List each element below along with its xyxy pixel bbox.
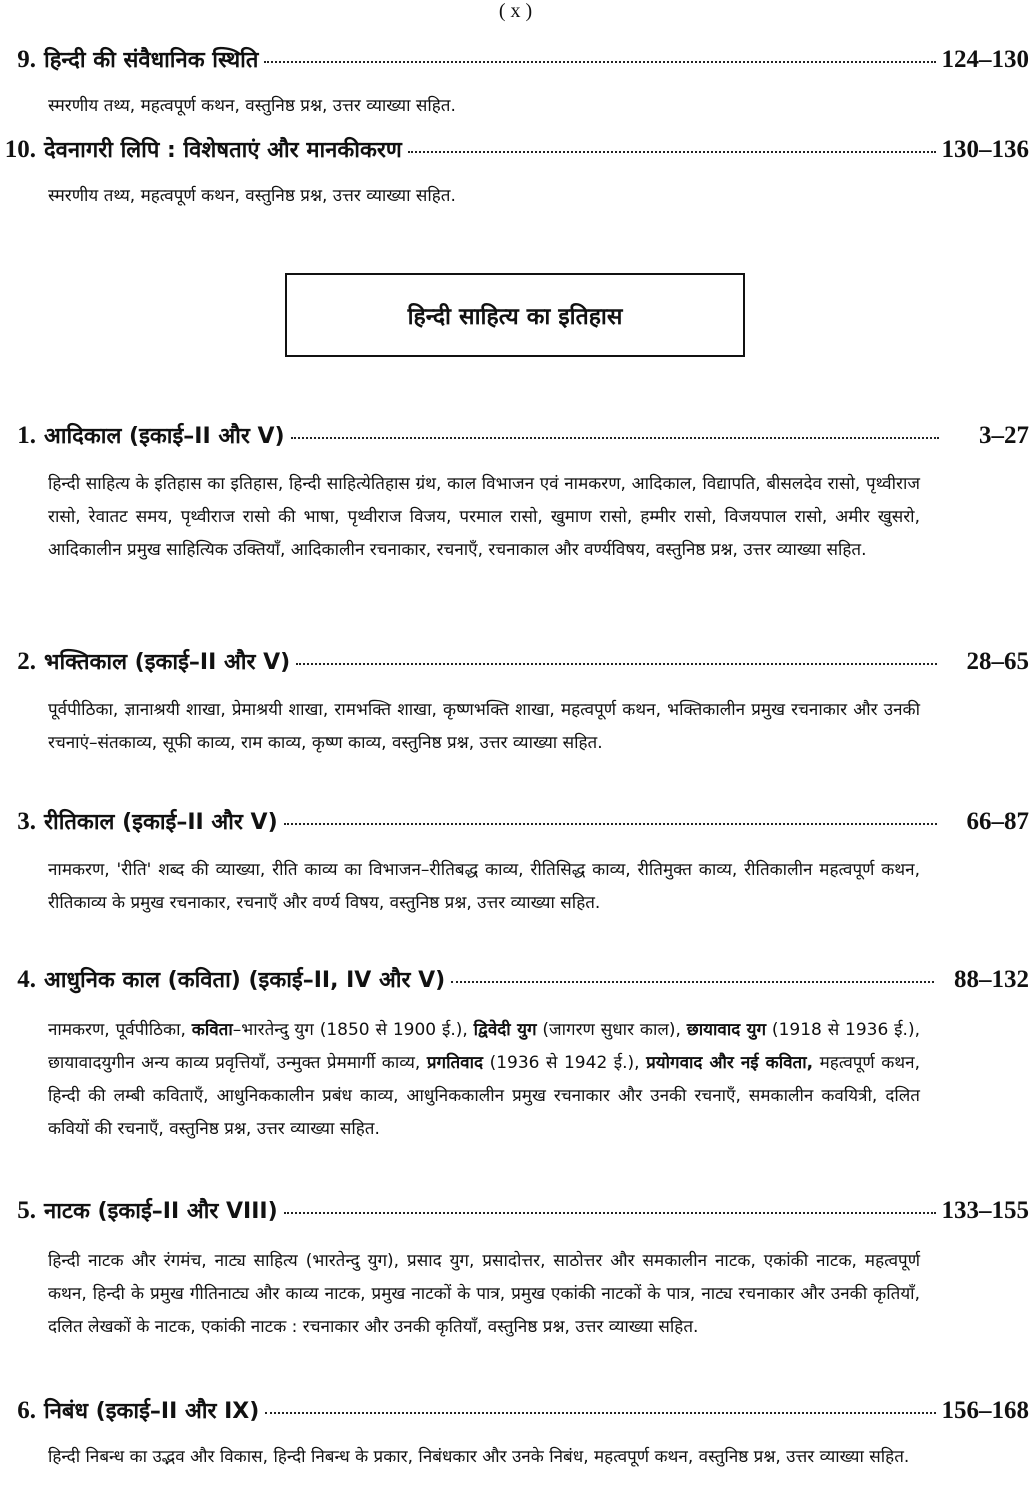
desc-text: –भारतेन्दु युग (1850 से 1900 ई.), — [232, 1020, 474, 1040]
entry-number: 1. — [17, 422, 36, 449]
entry-title: भक्तिकाल (इकाई–II और V) — [44, 650, 291, 675]
entry-description — [48, 1014, 920, 1146]
dot-leader — [451, 980, 934, 983]
entry-page-range: 124–130 — [941, 46, 1029, 73]
toc-entry-heading[interactable] — [0, 646, 1031, 682]
toc-entry-heading[interactable] — [0, 964, 1031, 1000]
entry-title: नाटक (इकाई–II और VIII) — [44, 1199, 278, 1224]
entry-page-range: 66–87 — [966, 808, 1029, 835]
dot-leader — [291, 436, 939, 439]
section-heading-box — [285, 273, 745, 357]
desc-bold-text: कविता — [191, 1020, 233, 1040]
toc-entry-heading[interactable] — [0, 806, 1031, 842]
entry-page-range: 133–155 — [941, 1197, 1029, 1224]
section-heading: हिन्दी साहित्य का इतिहास — [407, 304, 623, 330]
entry-title: आधुनिक काल (कविता) (इकाई–II, IV और V) — [44, 968, 446, 993]
entry-page-range: 88–132 — [954, 966, 1029, 993]
desc-bold-text: प्रयोगवाद और नई कविता, — [646, 1053, 814, 1073]
entry-description: स्मरणीय तथ्य, महत्वपूर्ण कथन, वस्तुनिष्ठ प्रश्न, उत्तर व्याख्या सहित. — [48, 186, 456, 206]
entry-number: 4. — [17, 966, 36, 993]
desc-bold-text: द्विवेदी युग — [473, 1020, 537, 1040]
toc-entry-heading[interactable] — [0, 44, 1031, 80]
dot-leader — [264, 60, 935, 63]
entry-number: 3. — [17, 808, 36, 835]
entry-description: पूर्वपीठिका, ज्ञानाश्रयी शाखा, प्रेमाश्रयी शाखा, रामभक्ति शाखा, कृष्णभक्ति शाखा, महत्वपूर्ण कथन, भक्तिकालीन प्रमुख रचनाकार और उनकी रचनाएं–संतकाव्य, सूफी काव्य, राम काव्य, कृष्ण काव्य, वस्तुनिष्ठ प्रश्न, उत्तर व्याख्या सहित. — [48, 700, 920, 753]
dot-leader — [408, 150, 936, 153]
entry-description: हिन्दी नाटक और रंगमंच, नाट्य साहित्य (भारतेन्दु युग), प्रसाद युग, प्रसादोत्तर, साठोत्तर और समकालीन नाटक, एकांकी नाटक, महत्वपूर्ण कथन, हिन्दी के प्रमुख गीतिनाट्य और काव्य नाटक, प्रमुख नाटकों के पात्र, प्रमुख एकांकी नाटकों के पात्र, नाट्य रचनाकार और उनकी कृतियाँ, दलित लेखकों के नाटक, एकांकी नाटक : रचनाकार और उनकी कृतियाँ, वस्तुनिष्ठ प्रश्न, उत्तर व्याख्या सहित. — [48, 1251, 920, 1337]
entry-number: 5. — [17, 1197, 36, 1224]
entry-page-range: 130–136 — [941, 136, 1029, 163]
dot-leader — [284, 1211, 936, 1214]
dot-leader — [296, 662, 936, 665]
desc-text: महत्वपूर्ण कथन, हिन्दी की लम्बी कविताएँ, आधुनिककालीन प्रबंध काव्य, आधुनिककालीन प्रमुख रचनाकार और उनकी रचनाएँ, समकालीन कवयित्री, दलित कवियों की रचनाएँ, वस्तुनिष्ठ प्रश्न, उत्तर व्याख्या सहित. — [48, 1053, 920, 1139]
entry-description: हिन्दी निबन्ध का उद्भव और विकास, हिन्दी निबन्ध के प्रकार, निबंधकार और उनके निबंध, महत्वपूर्ण कथन, वस्तुनिष्ठ प्रश्न, उत्तर व्याख्या सहित. — [48, 1447, 910, 1467]
entry-description: नामकरण, 'रीति' शब्द की व्याख्या, रीति काव्य का विभाजन–रीतिबद्ध काव्य, रीतिसिद्ध काव्य, रीतिमुक्त काव्य, रीतिकालीन महत्वपूर्ण कथन, रीतिकाव्य के प्रमुख रचनाकार, रचनाएँ और वर्ण्य विषय, वस्तुनिष्ठ प्रश्न, उत्तर व्याख्या सहित. — [48, 860, 920, 913]
entry-page-range: 156–168 — [941, 1397, 1029, 1424]
entry-number: 9. — [17, 46, 36, 73]
entry-number: 10. — [4, 136, 36, 163]
desc-text: नामकरण, पूर्वपीठिका, — [48, 1020, 192, 1040]
entry-number: 2. — [17, 648, 36, 675]
entry-page-range: 3–27 — [979, 422, 1029, 449]
desc-bold-text: छायावाद युग — [686, 1020, 767, 1040]
toc-entry-heading[interactable] — [0, 134, 1031, 170]
page-number: ( x ) — [498, 0, 533, 22]
dot-leader — [284, 822, 937, 825]
entry-number: 6. — [17, 1397, 36, 1424]
toc-entry-heading[interactable] — [0, 1195, 1031, 1231]
entry-title: देवनागरी लिपि : विशेषताएं और मानकीकरण — [44, 138, 402, 163]
desc-text: (1936 से 1942 ई.), — [483, 1053, 647, 1073]
entry-title: आदिकाल (इकाई–II और V) — [44, 424, 285, 449]
entry-description: हिन्दी साहित्य के इतिहास का इतिहास, हिन्दी साहित्येतिहास ग्रंथ, काल विभाजन एवं नामकरण, आदिकाल, विद्यापति, बीसलदेव रासो, पृथ्वीराज रासो, रेवातट समय, पृथ्वीराज रासो की भाषा, पृथ्वीराज विजय, परमाल रासो, खुमाण रासो, हम्मीर रासो, विजयपाल रासो, अमीर खुसरो, आदिकालीन प्रमुख साहित्यिक उक्तियाँ, आदिकालीन रचनाकार, रचनाएँ, रचनाकाल और वर्ण्यविषय, वस्तुनिष्ठ प्रश्न, उत्तर व्याख्या सहित. — [48, 474, 920, 560]
dot-leader — [265, 1411, 935, 1414]
desc-bold-text: प्रगतिवाद — [426, 1053, 484, 1073]
desc-text: (1918 से 1936 ई.), छायावादयुगीन अन्य काव्य प्रवृत्तियाँ, उन्मुक्त प्रेममार्गी काव्य, — [48, 1020, 920, 1073]
entry-description: स्मरणीय तथ्य, महत्वपूर्ण कथन, वस्तुनिष्ठ प्रश्न, उत्तर व्याख्या सहित. — [48, 96, 456, 116]
entry-title: निबंध (इकाई–II और IX) — [44, 1399, 260, 1424]
entry-page-range: 28–65 — [966, 648, 1029, 675]
desc-text: (जागरण सुधार काल), — [536, 1020, 687, 1040]
entry-title: रीतिकाल (इकाई–II और V) — [44, 810, 278, 835]
toc-entry-heading[interactable] — [0, 420, 1031, 456]
toc-entry-heading[interactable] — [0, 1395, 1031, 1431]
entry-title: हिन्दी की संवैधानिक स्थिति — [44, 48, 259, 73]
